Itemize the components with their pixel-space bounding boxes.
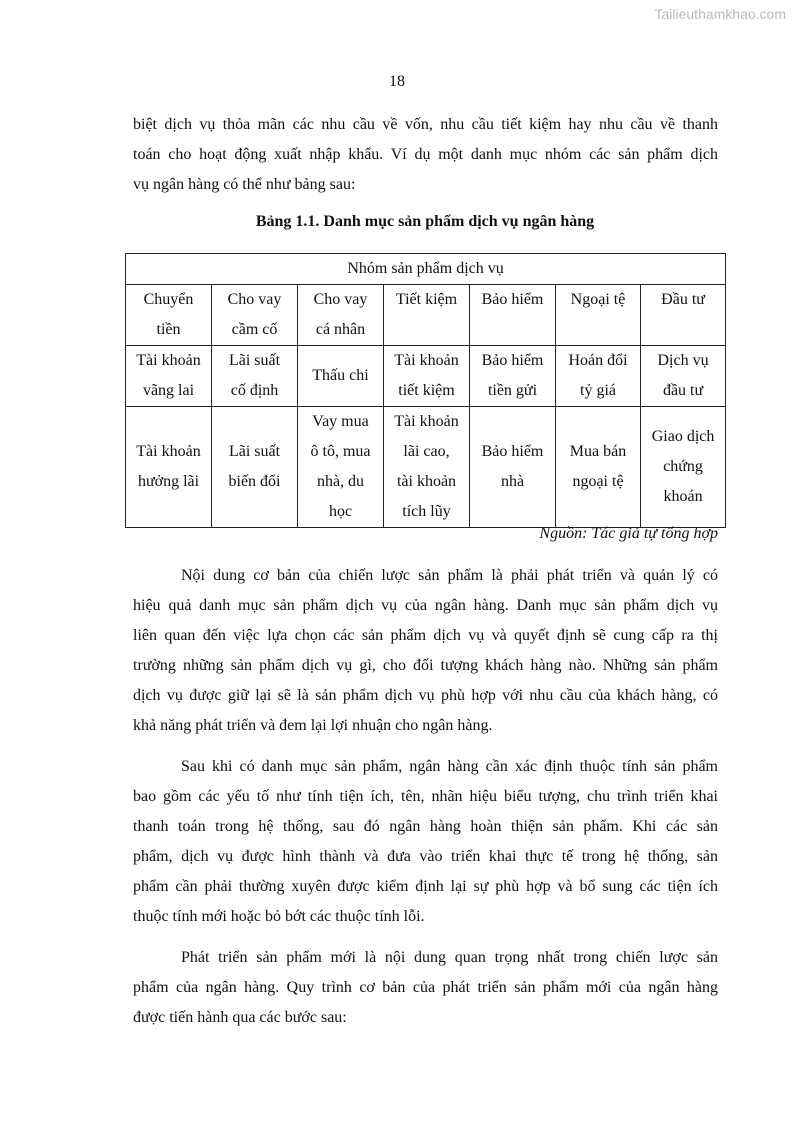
watermark: Tailieuthamkhao.com [654,6,786,22]
table-cell: Tài khoản vãng lai [126,346,212,407]
table-cell: Lãi suất biến đổi [212,407,298,528]
text-line: Nội dung cơ bản của chiến lược sản phẩm là phải phát triển và quản lý có [181,567,718,584]
column-header: Đầu tư [641,285,726,346]
table-cell: Tài khoản lãi cao, tài khoản tích lũy [384,407,470,528]
table-cell: Hoán đổi tỷ giá [556,346,641,407]
column-header: Cho vay cá nhân [298,285,384,346]
table-row [126,407,726,528]
table-group-header: Nhóm sản phẩm dịch vụ [126,254,726,285]
page-number: 18 [389,73,405,90]
text-line: thuộc tính mới hoặc bỏ bớt các thuộc tính lỗi. [133,908,425,925]
text-line: phẩm cần phải thường xuyên được kiểm định lại sự phù hợp và bổ sung các tiện ích [133,878,718,895]
product-table [125,253,726,528]
table-cell: Vay mua ô tô, mua nhà, du học [298,407,384,528]
table-cell: Bảo hiểm tiền gửi [470,346,556,407]
text-line: được tiến hành qua các bước sau: [133,1009,347,1026]
column-header: Chuyển tiền [126,285,212,346]
text-line: trường những sản phẩm dịch vụ gì, cho đối tượng khách hàng nào. Những sản phẩm [133,657,718,674]
text-line: phẩm của ngân hàng. Quy trình cơ bản của phát triển sản phẩm mới của ngân hàng [133,979,718,996]
column-header: Bảo hiểm [470,285,556,346]
column-header: Cho vay cầm cố [212,285,298,346]
text-line: phẩm, dịch vụ được hình thành và đưa vào triển khai thực tế trong hệ thống, sản [133,848,718,865]
table-cell: Thấu chi [298,346,384,407]
table-cell: Tài khoản hưởng lãi [126,407,212,528]
text-line: Phát triển sản phẩm mới là nội dung quan trọng nhất trong chiến lược sản [181,949,718,966]
table-cell: Dịch vụ đầu tư [641,346,726,407]
text-line: Sau khi có danh mục sản phẩm, ngân hàng cần xác định thuộc tính sản phẩm [181,758,718,775]
column-header: Ngoại tệ [556,285,641,346]
table-cell: Lãi suất cố định [212,346,298,407]
table-row [126,346,726,407]
text-line: biệt dịch vụ thỏa mãn các nhu cầu về vốn, nhu cầu tiết kiệm hay nhu cầu về thanh [133,116,718,133]
text-line: liên quan đến việc lựa chọn các sản phẩm dịch vụ và quyết định sẽ cung cấp ra thị [133,627,718,644]
table-cell: Mua bán ngoại tệ [556,407,641,528]
text-line: bao gồm các yếu tố như tính tiện ích, tên, nhãn hiệu biểu tượng, chu trình triển khai [133,788,718,805]
table-caption: Bảng 1.1. Danh mục sản phẩm dịch vụ ngân hàng [255,213,595,230]
table-cell: Bảo hiểm nhà [470,407,556,528]
text-line: thanh toán trong hệ thống, sau đó ngân hàng hoàn thiện sản phẩm. Khi các sản [133,818,718,835]
text-line: dịch vụ được giữ lại sẽ là sản phẩm dịch vụ phù hợp với nhu cầu của khách hàng, có [133,687,718,704]
text-line: toán cho hoạt động xuất nhập khẩu. Ví dụ một danh mục nhóm các sản phẩm dịch [133,146,718,163]
table-header-row [126,285,726,346]
text-line: khả năng phát triển và đem lại lợi nhuận cho ngân hàng. [133,717,493,734]
text-line: vụ ngân hàng có thể như bảng sau: [133,176,356,193]
text-line: hiệu quả danh mục sản phẩm dịch vụ của ngân hàng. Danh mục sản phẩm dịch vụ [133,597,718,614]
table-source: Nguồn: Tác giả tự tổng hợp [539,525,718,542]
table-cell: Tài khoản tiết kiệm [384,346,470,407]
column-header: Tiết kiệm [384,285,470,346]
table-group-header-row [126,254,726,285]
table-cell: Giao dịch chứng khoán [641,407,726,528]
